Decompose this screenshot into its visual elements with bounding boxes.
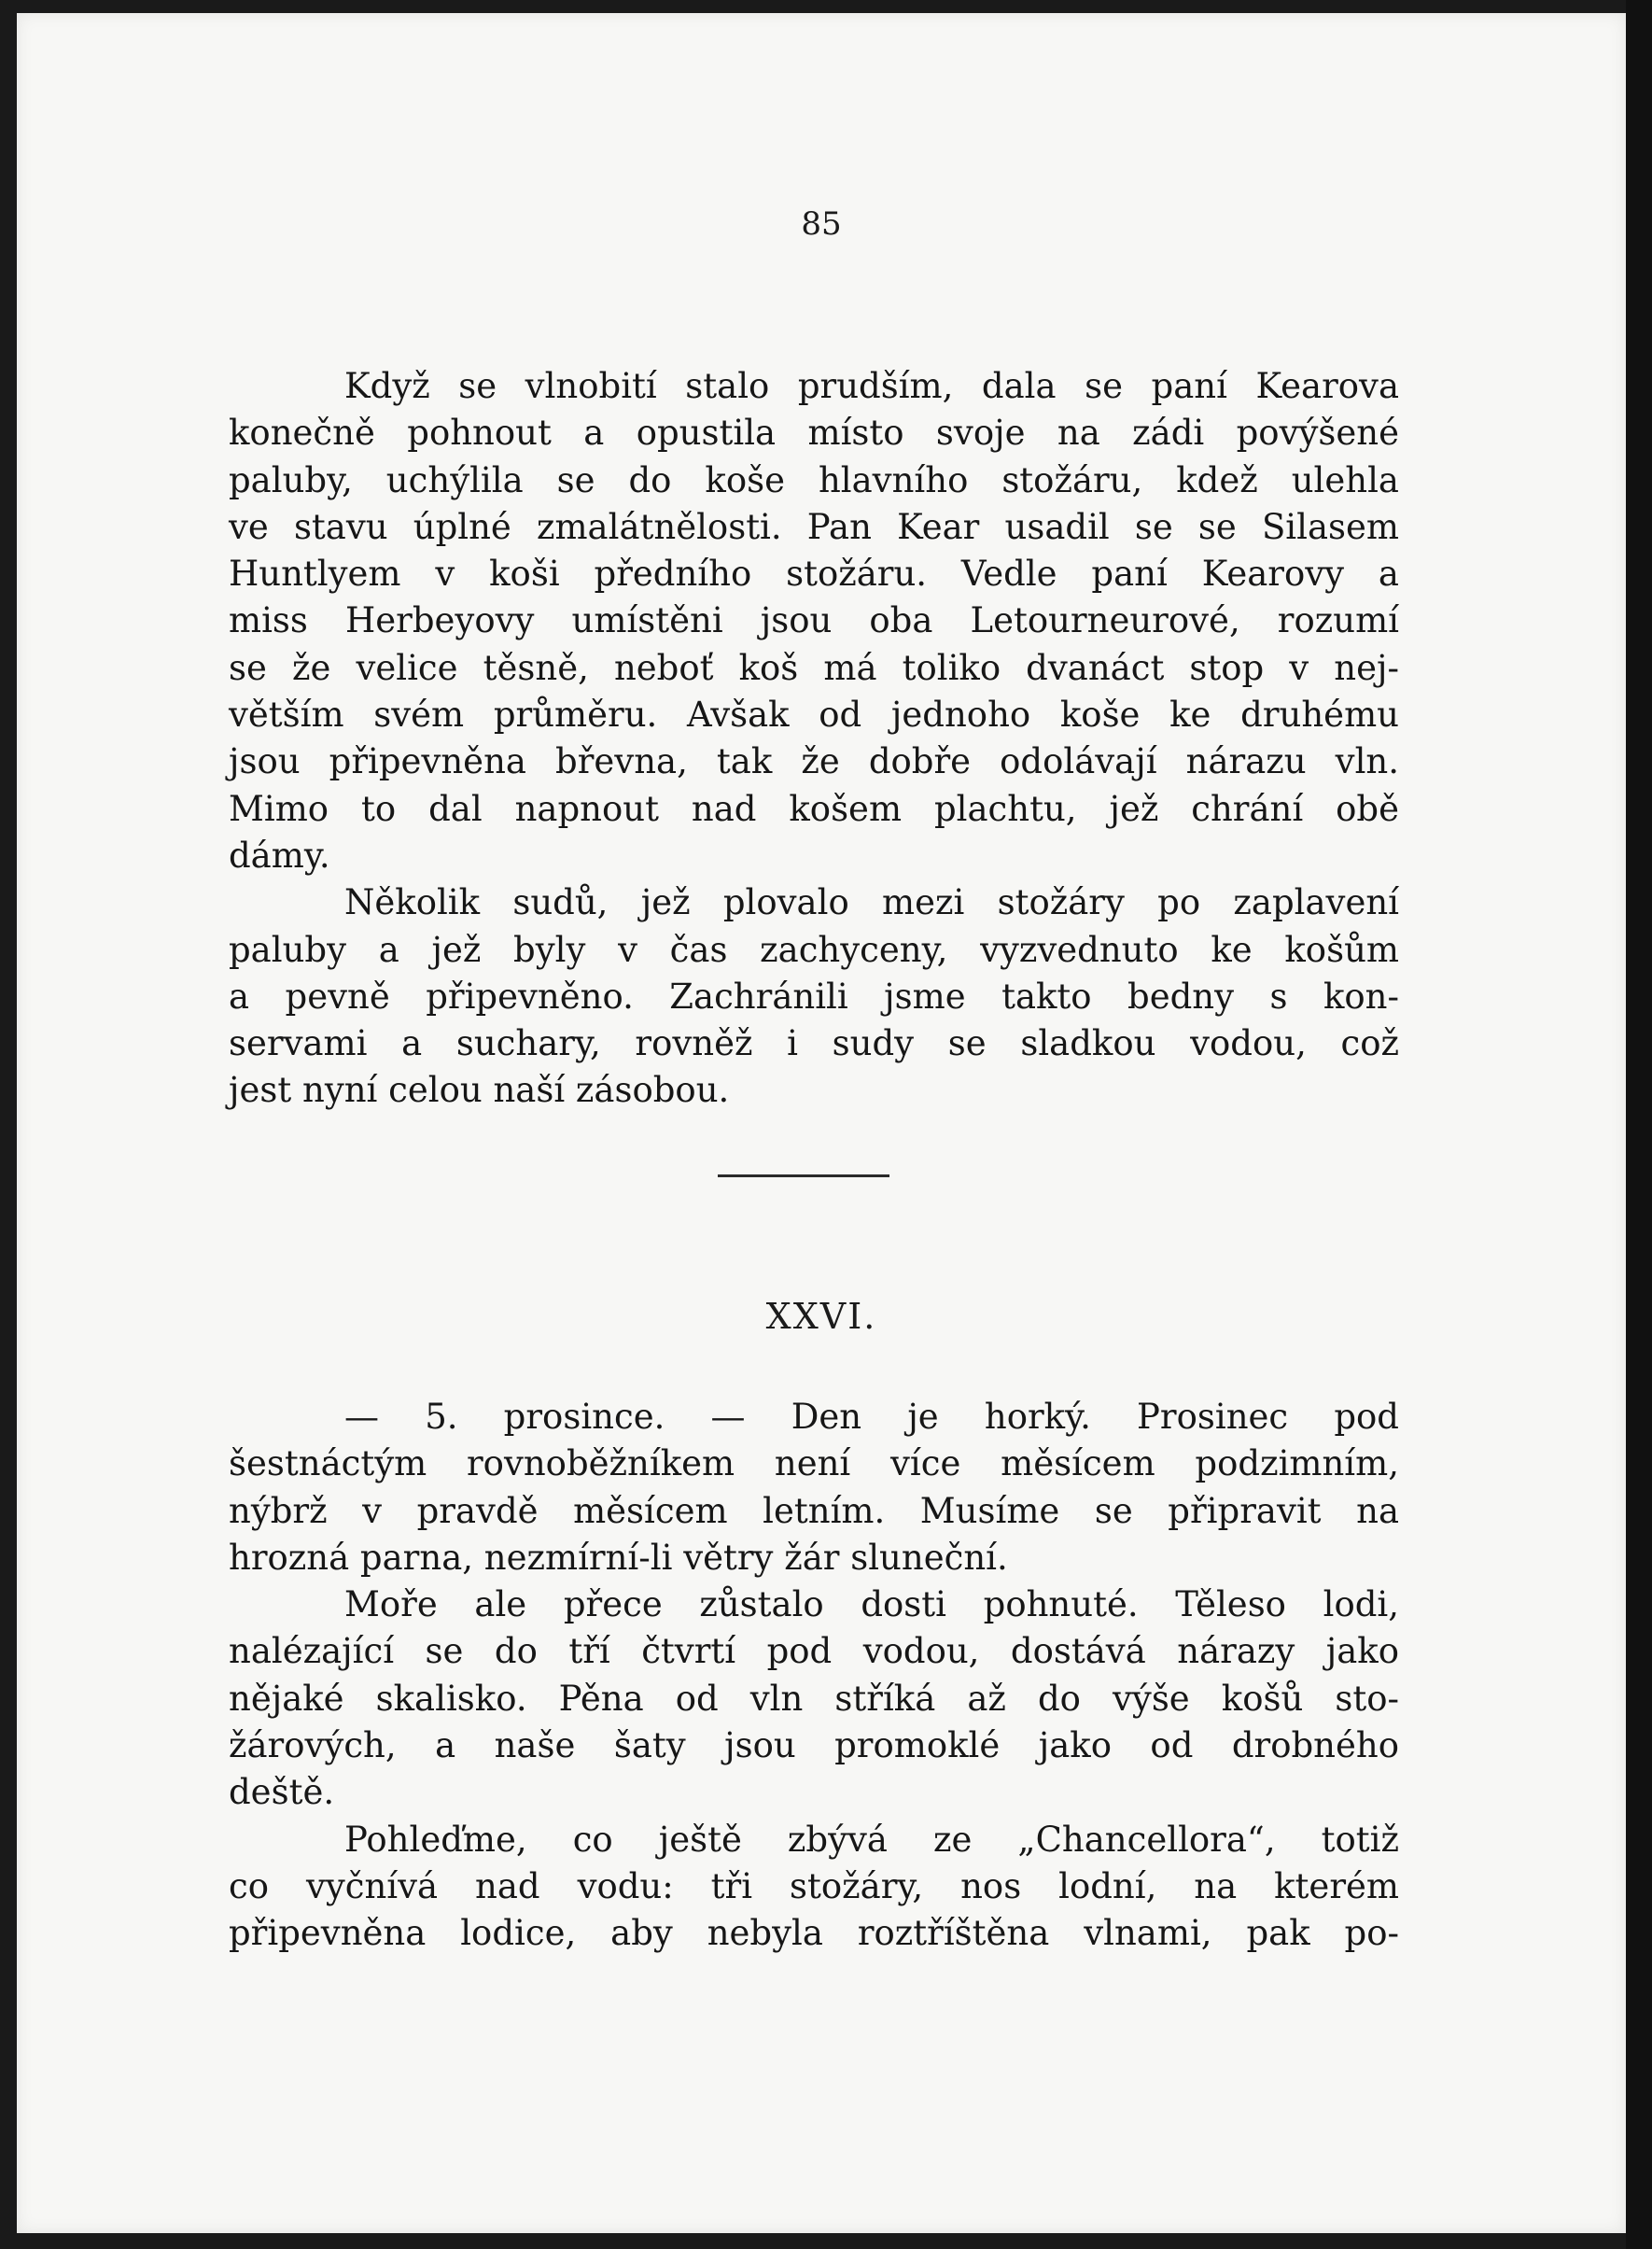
- text-line: nalézající se do tří čtvrtí pod vodou, dostává nárazy jako: [229, 1631, 1399, 1672]
- text-line: a pevně připevněno. Zachránili jsme takto bedny s kon-: [229, 976, 1399, 1017]
- text-line: jsou připevněna břevna, tak že dobře odolávají nárazu vln.: [229, 741, 1399, 782]
- text-line: servami a suchary, rovněž i sudy se sladkou vodou, což: [229, 1023, 1399, 1064]
- text-section-1: [229, 363, 1399, 1115]
- text-line: hrozná parna, nezmírní-li větry žár sluneční.: [229, 1537, 1008, 1578]
- scan-edge: [1626, 0, 1652, 2249]
- text-line: Několik sudů, jež plovalo mezi stožáry po zaplavení: [344, 882, 1399, 923]
- text-line: paluby, uchýlila se do koše hlavního stožáru, kdež ulehla: [229, 459, 1399, 500]
- text-section-2: [229, 1394, 1399, 1958]
- text-line: šestnáctým rovnoběžníkem není více měsícem podzimním,: [229, 1443, 1399, 1484]
- text-line: Moře ale přece zůstalo dosti pohnuté. Těleso lodi,: [344, 1584, 1399, 1625]
- text-line: nějaké skalisko. Pěna od vln stříká až do výše košů sto-: [229, 1678, 1399, 1719]
- section-divider: [718, 1174, 889, 1177]
- text-line: ve stavu úplné zmalátnělosti. Pan Kear usadil se se Silasem: [229, 506, 1399, 547]
- text-line: se že velice těsně, neboť koš má toliko dvanáct stop v nej-: [229, 647, 1399, 688]
- text-line: konečně pohnout a opustila místo svoje na zádi povýšené: [229, 413, 1399, 454]
- text-line: jest nyní celou naší zásobou.: [229, 1070, 730, 1111]
- text-line: dámy.: [229, 835, 330, 876]
- chapter-heading: XXVI.: [765, 1296, 877, 1337]
- text-line: miss Herbeyovy umístěni jsou oba Letourneurové, rozumí: [229, 600, 1399, 641]
- text-line: připevněna lodice, aby nebyla roztříštěna vlnami, pak po-: [229, 1913, 1399, 1954]
- text-line: co vyčnívá nad vodu: tři stožáry, nos lodní, na kterém: [229, 1865, 1399, 1906]
- page-number: 85: [801, 205, 842, 243]
- text-line: Když se vlnobití stalo prudším, dala se paní Kearova: [344, 366, 1399, 406]
- text-line: žárových, a naše šaty jsou promoklé jako od drobného: [229, 1725, 1399, 1766]
- text-line: paluby a jež byly v čas zachyceny, vyzvednuto ke košům: [229, 929, 1399, 970]
- text-line: Mimo to dal napnout nad košem plachtu, jež chrání obě: [229, 788, 1399, 829]
- text-line: nýbrž v pravdě měsícem letním. Musíme se připravit na: [229, 1490, 1399, 1531]
- book-page: [17, 13, 1626, 2233]
- text-line: Pohleďme, co ještě zbývá ze „Chancellora“, totiž: [344, 1819, 1399, 1860]
- text-line: — 5. prosince. — Den je horký. Prosinec pod: [344, 1397, 1399, 1437]
- text-line: větším svém průměru. Avšak od jednoho koše ke druhému: [229, 695, 1399, 736]
- text-line: Huntlyem v koši předního stožáru. Vedle paní Kearovy a: [229, 554, 1399, 595]
- text-line: deště.: [229, 1772, 335, 1813]
